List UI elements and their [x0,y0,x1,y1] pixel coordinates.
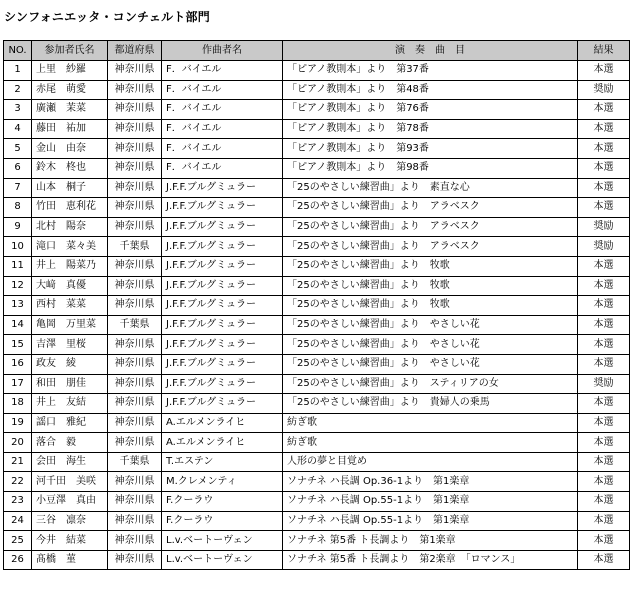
cell-no: 12 [4,276,32,296]
cell-piece: 「25のやさしい練習曲」より 牧歌 [283,296,578,316]
cell-result: 本選 [578,335,630,355]
cell-prefecture: 神奈川県 [108,550,162,570]
cell-name: 髙橋 菫 [32,550,108,570]
cell-no: 17 [4,374,32,394]
cell-prefecture: 神奈川県 [108,296,162,316]
cell-no: 20 [4,433,32,453]
cell-composer: F．バイエル [162,119,283,139]
cell-name: 今井 結菜 [32,531,108,551]
cell-piece: 「ピアノ教則本」より 第98番 [283,158,578,178]
cell-result: 奨励 [578,374,630,394]
cell-prefecture: 神奈川県 [108,335,162,355]
cell-result: 本選 [578,256,630,276]
table-row [4,335,630,355]
cell-piece: 「ピアノ教則本」より 第93番 [283,139,578,159]
header-result: 結果 [578,41,630,61]
cell-prefecture: 神奈川県 [108,198,162,218]
cell-composer: L.v.ベートーヴェン [162,550,283,570]
cell-name: 廣瀬 茉菜 [32,100,108,120]
cell-prefecture: 神奈川県 [108,374,162,394]
cell-name: 三谷 凛奈 [32,511,108,531]
table-row [4,139,630,159]
cell-result: 本選 [578,433,630,453]
cell-name: 政友 綾 [32,354,108,374]
cell-prefecture: 千葉県 [108,452,162,472]
cell-piece: 「25のやさしい練習曲」より スティリアの女 [283,374,578,394]
table-row [4,158,630,178]
cell-composer: A.エルメンライヒ [162,413,283,433]
cell-prefecture: 神奈川県 [108,119,162,139]
table-row [4,237,630,257]
cell-prefecture: 神奈川県 [108,61,162,81]
table-row [4,413,630,433]
cell-result: 本選 [578,178,630,198]
cell-no: 24 [4,511,32,531]
cell-composer: J.F.F.ブルグミュラー [162,198,283,218]
cell-no: 15 [4,335,32,355]
cell-piece: ソナチネ 第5番 ト長調より 第1楽章 [283,531,578,551]
table-row [4,217,630,237]
cell-composer: J.F.F.ブルグミュラー [162,315,283,335]
table-row [4,374,630,394]
table-row [4,61,630,81]
table-row [4,550,630,570]
cell-composer: L.v.ベートーヴェン [162,531,283,551]
cell-prefecture: 神奈川県 [108,354,162,374]
header-prefecture: 都道府県 [108,41,162,61]
cell-piece: 「25のやさしい練習曲」より 素直な心 [283,178,578,198]
cell-piece: 紡ぎ歌 [283,413,578,433]
cell-piece: 「25のやさしい練習曲」より アラベスク [283,237,578,257]
cell-prefecture: 神奈川県 [108,492,162,512]
table-row [4,354,630,374]
table-row [4,511,630,531]
cell-no: 11 [4,256,32,276]
header-composer: 作曲者名 [162,41,283,61]
table-row [4,433,630,453]
cell-composer: J.F.F.ブルグミュラー [162,335,283,355]
cell-name: 河千田 美咲 [32,472,108,492]
cell-prefecture: 神奈川県 [108,472,162,492]
page-title: シンフォニエッタ・コンチェルト部門 [4,10,210,24]
cell-name: 上里 紗羅 [32,61,108,81]
cell-piece: 「25のやさしい練習曲」より 貴婦人の乗馬 [283,394,578,414]
cell-piece: 紡ぎ歌 [283,433,578,453]
cell-name: 謡口 雅紀 [32,413,108,433]
cell-no: 16 [4,354,32,374]
header-name: 参加者氏名 [32,41,108,61]
cell-no: 14 [4,315,32,335]
cell-name: 大﨑 真優 [32,276,108,296]
cell-composer: F．バイエル [162,80,283,100]
cell-piece: 「ピアノ教則本」より 第78番 [283,119,578,139]
cell-name: 会田 海生 [32,452,108,472]
cell-result: 本選 [578,276,630,296]
cell-name: 北村 陽奈 [32,217,108,237]
cell-no: 21 [4,452,32,472]
cell-no: 4 [4,119,32,139]
cell-prefecture: 神奈川県 [108,178,162,198]
cell-piece: 「25のやさしい練習曲」より やさしい花 [283,315,578,335]
table-row [4,80,630,100]
cell-result: 奨励 [578,237,630,257]
cell-piece: ソナチネ ハ長調 Op.55-1より 第1楽章 [283,492,578,512]
header-row [4,41,630,61]
cell-prefecture: 神奈川県 [108,217,162,237]
cell-prefecture: 神奈川県 [108,531,162,551]
cell-result: 本選 [578,61,630,81]
cell-no: 22 [4,472,32,492]
cell-piece: ソナチネ ハ長調 Op.36-1より 第1楽章 [283,472,578,492]
cell-result: 本選 [578,354,630,374]
cell-prefecture: 神奈川県 [108,100,162,120]
table-row [4,472,630,492]
cell-composer: F．バイエル [162,139,283,159]
cell-name: 井上 友結 [32,394,108,414]
table-row [4,315,630,335]
cell-result: 本選 [578,452,630,472]
cell-result: 本選 [578,158,630,178]
cell-no: 10 [4,237,32,257]
cell-composer: J.F.F.ブルグミュラー [162,374,283,394]
cell-result: 奨励 [578,80,630,100]
cell-no: 6 [4,158,32,178]
cell-no: 13 [4,296,32,316]
cell-result: 本選 [578,139,630,159]
cell-prefecture: 神奈川県 [108,511,162,531]
cell-name: 滝口 菜々美 [32,237,108,257]
table-row [4,296,630,316]
cell-result: 奨励 [578,217,630,237]
cell-no: 9 [4,217,32,237]
cell-composer: J.F.F.ブルグミュラー [162,276,283,296]
cell-prefecture: 神奈川県 [108,394,162,414]
cell-composer: J.F.F.ブルグミュラー [162,256,283,276]
cell-no: 7 [4,178,32,198]
cell-name: 小豆澤 真由 [32,492,108,512]
cell-prefecture: 神奈川県 [108,433,162,453]
table-row [4,492,630,512]
table-body [4,61,630,570]
cell-piece: 人形の夢と目覚め [283,452,578,472]
table-row [4,178,630,198]
cell-composer: J.F.F.ブルグミュラー [162,354,283,374]
cell-name: 井上 陽菜乃 [32,256,108,276]
cell-composer: J.F.F.ブルグミュラー [162,178,283,198]
cell-piece: 「25のやさしい練習曲」より やさしい花 [283,335,578,355]
cell-piece: ソナチネ ハ長調 Op.55-1より 第1楽章 [283,511,578,531]
table-row [4,100,630,120]
cell-name: 落合 毅 [32,433,108,453]
cell-composer: J.F.F.ブルグミュラー [162,217,283,237]
header-piece: 演 奏 曲 目 [283,41,578,61]
cell-no: 1 [4,61,32,81]
header-no: NO. [4,41,32,61]
cell-prefecture: 神奈川県 [108,413,162,433]
cell-composer: F.クーラウ [162,492,283,512]
cell-result: 本選 [578,531,630,551]
cell-no: 8 [4,198,32,218]
cell-name: 赤尾 萌愛 [32,80,108,100]
cell-no: 5 [4,139,32,159]
cell-piece: ソナチネ 第5番 ト長調より 第2楽章 「ロマンス」 [283,550,578,570]
table-row [4,452,630,472]
cell-no: 23 [4,492,32,512]
cell-piece: 「25のやさしい練習曲」より アラベスク [283,217,578,237]
cell-name: 西村 菜菜 [32,296,108,316]
cell-composer: T.エステン [162,452,283,472]
cell-piece: 「25のやさしい練習曲」より アラベスク [283,198,578,218]
cell-piece: 「25のやさしい練習曲」より やさしい花 [283,354,578,374]
cell-result: 本選 [578,492,630,512]
cell-prefecture: 神奈川県 [108,276,162,296]
cell-prefecture: 神奈川県 [108,158,162,178]
results-table [3,40,630,570]
cell-no: 26 [4,550,32,570]
cell-prefecture: 神奈川県 [108,80,162,100]
cell-composer: F．バイエル [162,61,283,81]
cell-name: 山本 桐子 [32,178,108,198]
cell-name: 鈴木 柊也 [32,158,108,178]
cell-result: 本選 [578,119,630,139]
cell-no: 25 [4,531,32,551]
cell-result: 本選 [578,394,630,414]
cell-piece: 「ピアノ教則本」より 第37番 [283,61,578,81]
cell-result: 本選 [578,550,630,570]
cell-result: 本選 [578,315,630,335]
cell-result: 本選 [578,413,630,433]
cell-composer: A.エルメンライヒ [162,433,283,453]
cell-result: 本選 [578,296,630,316]
table-row [4,394,630,414]
cell-result: 本選 [578,511,630,531]
cell-composer: F．バイエル [162,100,283,120]
table-row [4,531,630,551]
cell-result: 本選 [578,100,630,120]
cell-name: 藤田 祐加 [32,119,108,139]
cell-composer: J.F.F.ブルグミュラー [162,296,283,316]
cell-composer: F.クーラウ [162,511,283,531]
cell-composer: J.F.F.ブルグミュラー [162,237,283,257]
table-row [4,119,630,139]
cell-no: 18 [4,394,32,414]
cell-piece: 「ピアノ教則本」より 第76番 [283,100,578,120]
cell-prefecture: 千葉県 [108,315,162,335]
table-row [4,276,630,296]
cell-prefecture: 神奈川県 [108,256,162,276]
cell-no: 3 [4,100,32,120]
cell-composer: M.クレメンティ [162,472,283,492]
cell-prefecture: 千葉県 [108,237,162,257]
cell-name: 和田 朋佳 [32,374,108,394]
cell-result: 本選 [578,198,630,218]
table-row [4,256,630,276]
cell-name: 吉澤 里桜 [32,335,108,355]
cell-prefecture: 神奈川県 [108,139,162,159]
cell-name: 亀岡 万里菜 [32,315,108,335]
cell-no: 2 [4,80,32,100]
cell-no: 19 [4,413,32,433]
cell-piece: 「25のやさしい練習曲」より 牧歌 [283,256,578,276]
cell-piece: 「ピアノ教則本」より 第48番 [283,80,578,100]
table-row [4,198,630,218]
cell-result: 本選 [578,472,630,492]
cell-composer: J.F.F.ブルグミュラー [162,394,283,414]
cell-name: 金山 由奈 [32,139,108,159]
cell-composer: F．バイエル [162,158,283,178]
cell-name: 竹田 恵利花 [32,198,108,218]
cell-piece: 「25のやさしい練習曲」より 牧歌 [283,276,578,296]
